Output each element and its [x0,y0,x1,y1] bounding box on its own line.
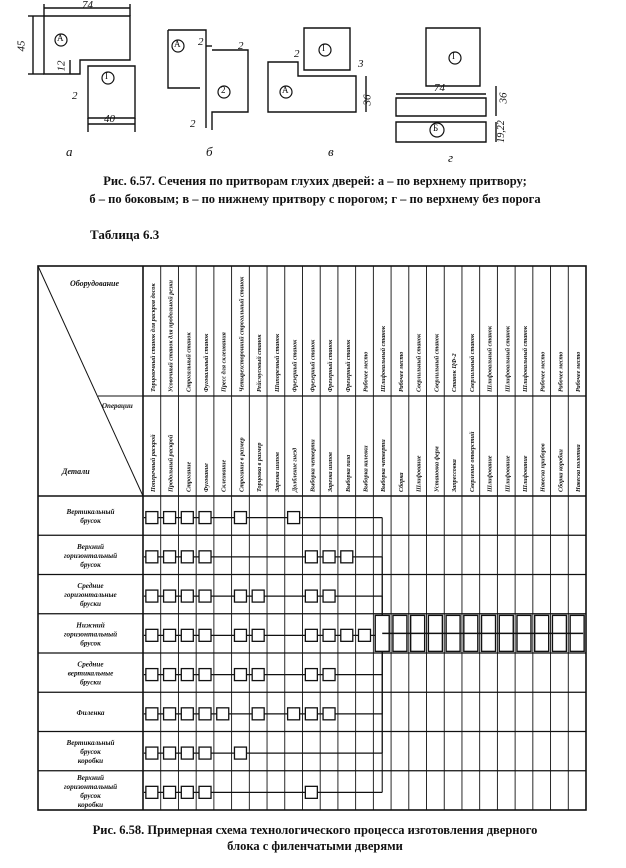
equipment-label: Шлифовальный станок [504,326,512,392]
dim-b-bottom: 2 [190,118,196,130]
operation-label: Выборка четверти [380,439,388,492]
operation-node [323,629,335,641]
operation-node [234,669,246,681]
detail-label: брусок [80,560,101,569]
operation-node [181,512,193,524]
dim-b-top: 2 [198,36,204,48]
operation-node [234,747,246,759]
figure-6-57 [0,0,626,168]
operation-node [305,551,317,563]
operation-label: Выборка паза [344,454,352,492]
operation-label: Зарезка шипов [273,452,281,492]
operation-label: Сборка [397,472,405,492]
detail-label: Нижний [76,621,105,630]
equipment-label: Четырехсторонний строгальный станок [238,276,246,392]
label-a-lower: I [105,71,108,81]
operation-node [323,551,335,563]
operation-node [305,708,317,720]
equipment-label: Рабочее место [362,351,370,392]
header-operations: Операции [102,402,133,410]
header-equipment: Оборудование [70,279,120,288]
detail-label: бруски [79,600,102,609]
operation-node [164,747,176,759]
detail-label: брусок [80,639,101,648]
operation-node [252,590,264,602]
operation-node [288,512,300,524]
operation-node [252,629,264,641]
operation-label: Строгание [185,461,193,492]
caption-58-line1: Рис. 6.58. Примерная схема технологического процесса изготовления дверного [92,823,538,837]
operation-label: Склеивание [220,459,228,492]
sub-letter-b: б [206,144,213,159]
operation-node [234,629,246,641]
operation-node [288,708,300,720]
operation-label: Строгание в размер [238,437,246,492]
operation-node [164,708,176,720]
operation-label: Установка ферм [433,446,441,492]
operation-label: Продольный раскрой [167,434,175,492]
dim-g-mid: 74 [434,82,445,94]
dim-a-bottom: 40 [104,113,115,125]
figure-6-58-caption [30,822,600,854]
dim-a-left: 45 [15,40,28,52]
operation-node [305,786,317,798]
dim-g-right-bottom: 19,22 [495,120,507,143]
detail-label: брусок [80,791,101,800]
operation-node [323,590,335,602]
detail-label: горизонтальный [63,782,118,791]
dim-a-mid: 12 [55,60,68,72]
operation-node [164,786,176,798]
operation-node [164,629,176,641]
label-b-lower: 2 [221,85,226,95]
dim-a-small: 2 [72,90,78,102]
equipment-label: Усовочный станок для продольной резки [167,280,175,392]
operation-node [146,512,158,524]
dim-g-right-top: 36 [497,92,510,104]
figure-6-58 [0,258,626,818]
detail-label: Вертикальный [66,508,115,517]
equipment-label: Рабочее место [557,351,565,392]
operation-node [146,590,158,602]
detail-label: Верхний [76,773,105,782]
operation-label: Шлифование [504,455,512,492]
equipment-label: Фрезерный станок [291,339,299,392]
operation-node [199,629,211,641]
operation-node [181,629,193,641]
operation-node [199,786,211,798]
operation-node [323,708,335,720]
operation-node [164,669,176,681]
operation-node [217,708,229,720]
operation-node [146,786,158,798]
operation-node [199,512,211,524]
equipment-label: Рабочее место [397,351,405,392]
dim-v-side: 36 [361,94,374,106]
operation-label: Запрессовка [451,459,459,492]
operation-node [199,551,211,563]
operation-label: Долбление гнезд [291,447,299,492]
operation-node [234,512,246,524]
header-details: Детали [62,467,90,476]
equipment-label: Шипорезный станок [273,333,281,392]
operation-node [146,629,158,641]
equipment-label: Рейсмусовый станок [256,334,264,392]
detail-label: Средние [77,660,104,669]
detail-label: горизонтальные [64,591,117,600]
label-g-lower: Б [433,123,439,133]
caption-57-line1: Рис. 6.57. Сечения по притворам глухих дверей: а – по верхнему притвору; [103,174,527,188]
operation-node [181,590,193,602]
operation-node [252,708,264,720]
operation-node [146,669,158,681]
detail-label: бруски [79,678,102,687]
label-a-upper: А [57,33,64,43]
dim-a-top: 74 [82,0,93,11]
operation-node [146,747,158,759]
detail-label: вертикальные [67,669,114,678]
label-g-upper: I [452,51,455,61]
operation-node [146,551,158,563]
operation-node [164,512,176,524]
operation-label: Навеска полотна [575,444,583,492]
equipment-label: Сверлильный станок [433,333,441,392]
operation-node [181,708,193,720]
equipment-label: Торцовочный станок для раскроя досок [149,283,157,392]
operation-label: Шлифование [486,455,494,492]
equipment-label: Пресс для склеивания [220,332,228,392]
equipment-label: Шлифовальный станок [521,326,529,392]
operation-node [181,786,193,798]
process-scheme-table [0,258,626,818]
operation-node [181,551,193,563]
operation-label: Выборка калевки [362,445,370,492]
operation-node [199,669,211,681]
dim-v-right: 3 [358,58,364,70]
caption-58-line2: блока с филенчатыми дверями [227,839,403,853]
caption-57-line2: б – по боковым; в – по нижнему притвору с порогом; г – по верхнему без порога [89,192,541,206]
operation-node [305,669,317,681]
detail-label: Вертикальный [66,739,115,748]
detail-label: коробки [77,757,104,766]
operation-label: Зарезка шипов [327,452,335,492]
sub-letter-v: в [328,144,334,159]
equipment-label: Фрезерный станок [327,339,335,392]
operation-label: Шлифование [521,455,529,492]
operation-node [359,629,371,641]
label-b-upper: А [174,39,181,49]
operation-label: Фугование [203,463,211,492]
door-sections-drawing [0,0,626,168]
operation-node [199,747,211,759]
dim-b-mid: 2 [238,40,244,52]
detail-label: горизонтальный [63,630,118,639]
detail-label: брусок [80,748,101,757]
operation-node [199,590,211,602]
detail-label: брусок [80,517,101,526]
operation-label: Поперечный раскрой [149,434,157,492]
equipment-label: Фуговальный станок [203,333,211,392]
detail-label: Верхний [76,542,105,551]
operation-label: Навеска приборов [539,443,547,492]
header-diagonal [38,266,143,496]
equipment-label: Сверлильный станок [415,333,423,392]
detail-label: коробки [77,800,104,809]
operation-node [305,629,317,641]
sub-letter-a: а [66,144,73,159]
equipment-label: Сверлильный станок [468,333,476,392]
equipment-label: Шлифовальный станок [486,326,494,392]
operation-label: Торцовка в размер [256,442,264,492]
operation-node [252,669,264,681]
operation-node [305,590,317,602]
operation-node [341,629,353,641]
operation-node [181,669,193,681]
equipment-label: Фрезерный станок [309,339,317,392]
operation-node [234,590,246,602]
equipment-label: Станок ЦФ-2 [451,353,459,392]
equipment-label: Рабочее место [575,351,583,392]
operation-node [164,551,176,563]
equipment-label: Фрезерный станок [344,339,352,392]
detail-label: горизонтальный [63,551,118,560]
detail-label: Филенка [76,708,105,717]
operation-label: Сверление отверстий [468,431,476,492]
label-v-upper: I [322,43,325,53]
operation-node [146,708,158,720]
dim-v-top: 2 [294,48,300,60]
operation-node [199,708,211,720]
table-label: Таблица 6.3 [90,227,160,242]
equipment-label: Рабочее место [539,351,547,392]
equipment-label: Строгальный станок [185,332,193,392]
figure-6-57-caption [20,172,610,208]
sub-letter-g: г [448,150,454,165]
operation-node [181,747,193,759]
operation-node [323,669,335,681]
operation-label: Выборка четверти [309,439,317,492]
equipment-label: Шлифовальный станок [380,326,388,392]
operation-node [164,590,176,602]
label-v-lower: А [282,85,289,95]
operation-label: Сборка коробки [557,449,565,492]
operation-node [341,551,353,563]
operation-label: Шлифование [415,455,423,492]
detail-label: Средние [77,582,104,591]
